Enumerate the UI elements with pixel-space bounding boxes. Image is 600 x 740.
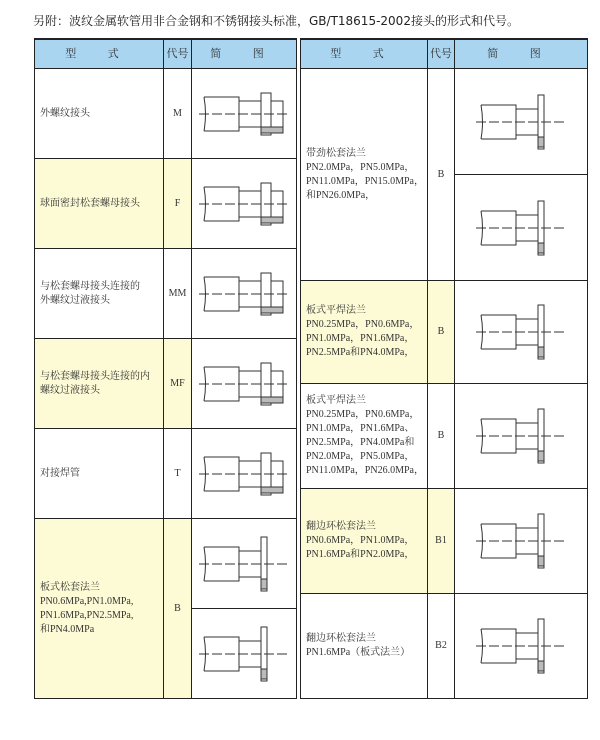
diagram-cell [191, 68, 297, 159]
code-cell: F [163, 158, 192, 249]
fitting-type: 翻边环松套法兰 PN0.6MPa，PN1.0MPa， PN1.6MPa和PN2.0MPa， [306, 521, 415, 560]
neck-loose-flange-icon [476, 193, 566, 263]
fitting-type: 翻边环松套法兰 PN1.6MPa（板式法兰） [306, 633, 411, 658]
fitting-type: 对接焊管 [40, 467, 80, 479]
diagram-cell [191, 158, 297, 249]
code-cell: T [163, 428, 192, 519]
fitting-type: 板式平焊法兰 PN0.25MPa，PN0.6MPa， PN1.0MPa，PN1.6MPa、 PN2.5MPa，PN4.0MPa和 PN2.0MPa，PN5.0MPa， PN11.0MPa，PN26.0MPa， [306, 395, 424, 476]
fitting-type: 球面密封松套螺母接头 [40, 197, 140, 209]
plate-loose-flange-icon [199, 529, 289, 599]
code-cell: B [163, 518, 192, 699]
lap-joint-flange-icon [476, 506, 566, 576]
type-cell [34, 428, 164, 519]
diagram-cell [454, 174, 588, 281]
type-cell [300, 280, 428, 384]
code-cell: M [163, 68, 192, 159]
diagram-cell [454, 593, 588, 699]
diagram-cell [191, 428, 297, 519]
diagram-cell [454, 383, 588, 489]
type-cell [300, 488, 428, 594]
male-thread-fitting-icon [199, 79, 289, 149]
code-cell: B [427, 68, 455, 281]
type-cell [300, 383, 428, 489]
fitting-type: 外螺纹接头 [40, 107, 90, 119]
header-diagram [191, 38, 297, 69]
type-cell [34, 338, 164, 429]
male-thread-adapter-icon [199, 259, 289, 329]
code-cell: B [427, 280, 455, 384]
diagram-cell [454, 488, 588, 594]
type-cell [34, 518, 164, 699]
header-type-label: 型 式 [330, 47, 398, 60]
header-diagram-label: 简 图 [210, 47, 278, 60]
female-thread-adapter-icon [199, 349, 289, 419]
plate-slip-on-flange-icon [476, 401, 566, 471]
diagram-cell [454, 280, 588, 384]
fitting-type: 板式松套法兰 PN0.6MPa,PN1.0MPa, PN1.6MPa,PN2.5MPa, 和PN4.0MPa [40, 581, 134, 635]
fitting-type: 与松套螺母接头连接的内 螺纹过液接头 [40, 370, 150, 396]
caption: 另附：波纹金属软管用非合金钢和不锈钢接头标准，GB/T18615-2002接头的形式和代号。 [33, 14, 519, 28]
butt-weld-pipe-icon [199, 439, 289, 509]
fitting-type: 与松套螺母接头连接的 外螺纹过液接头 [40, 280, 140, 306]
code-cell: B [427, 383, 455, 489]
diagram-cell [191, 248, 297, 339]
header-type-right [300, 38, 428, 69]
type-cell [34, 68, 164, 159]
plate-slip-on-flange-icon [476, 297, 566, 367]
plate-loose-flange-icon [199, 619, 289, 689]
spherical-seal-nut-fitting-icon [199, 169, 289, 239]
header-diagram-right [454, 38, 588, 69]
type-cell [300, 68, 428, 281]
diagram-cell [454, 68, 588, 175]
type-cell [300, 593, 428, 699]
lap-joint-plate-flange-icon [476, 611, 566, 681]
type-cell [34, 248, 164, 339]
header-type [34, 38, 164, 69]
code-cell: B2 [427, 593, 455, 699]
header-code: 代号 [163, 38, 192, 69]
header-type-label: 型 式 [65, 47, 133, 60]
diagram-cell [191, 518, 297, 609]
diagram-cell [191, 338, 297, 429]
header-diagram-label: 简 图 [487, 47, 555, 60]
neck-loose-flange-icon [476, 87, 566, 157]
header-code-right: 代号 [427, 38, 455, 69]
diagram-cell [191, 608, 297, 699]
type-cell [34, 158, 164, 249]
code-cell: MM [163, 248, 192, 339]
code-cell: MF [163, 338, 192, 429]
fitting-type: 带劲松套法兰 PN2.0MPa，PN5.0MPa， PN11.0MPa，PN15.0MPa， 和PN26.0MPa， [306, 147, 424, 201]
fitting-type: 板式平焊法兰 PN0.25MPa，PN0.6MPa， PN1.0MPa，PN1.6MPa， PN2.5MPa和PN4.0MPa， [306, 305, 420, 358]
code-cell: B1 [427, 488, 455, 594]
